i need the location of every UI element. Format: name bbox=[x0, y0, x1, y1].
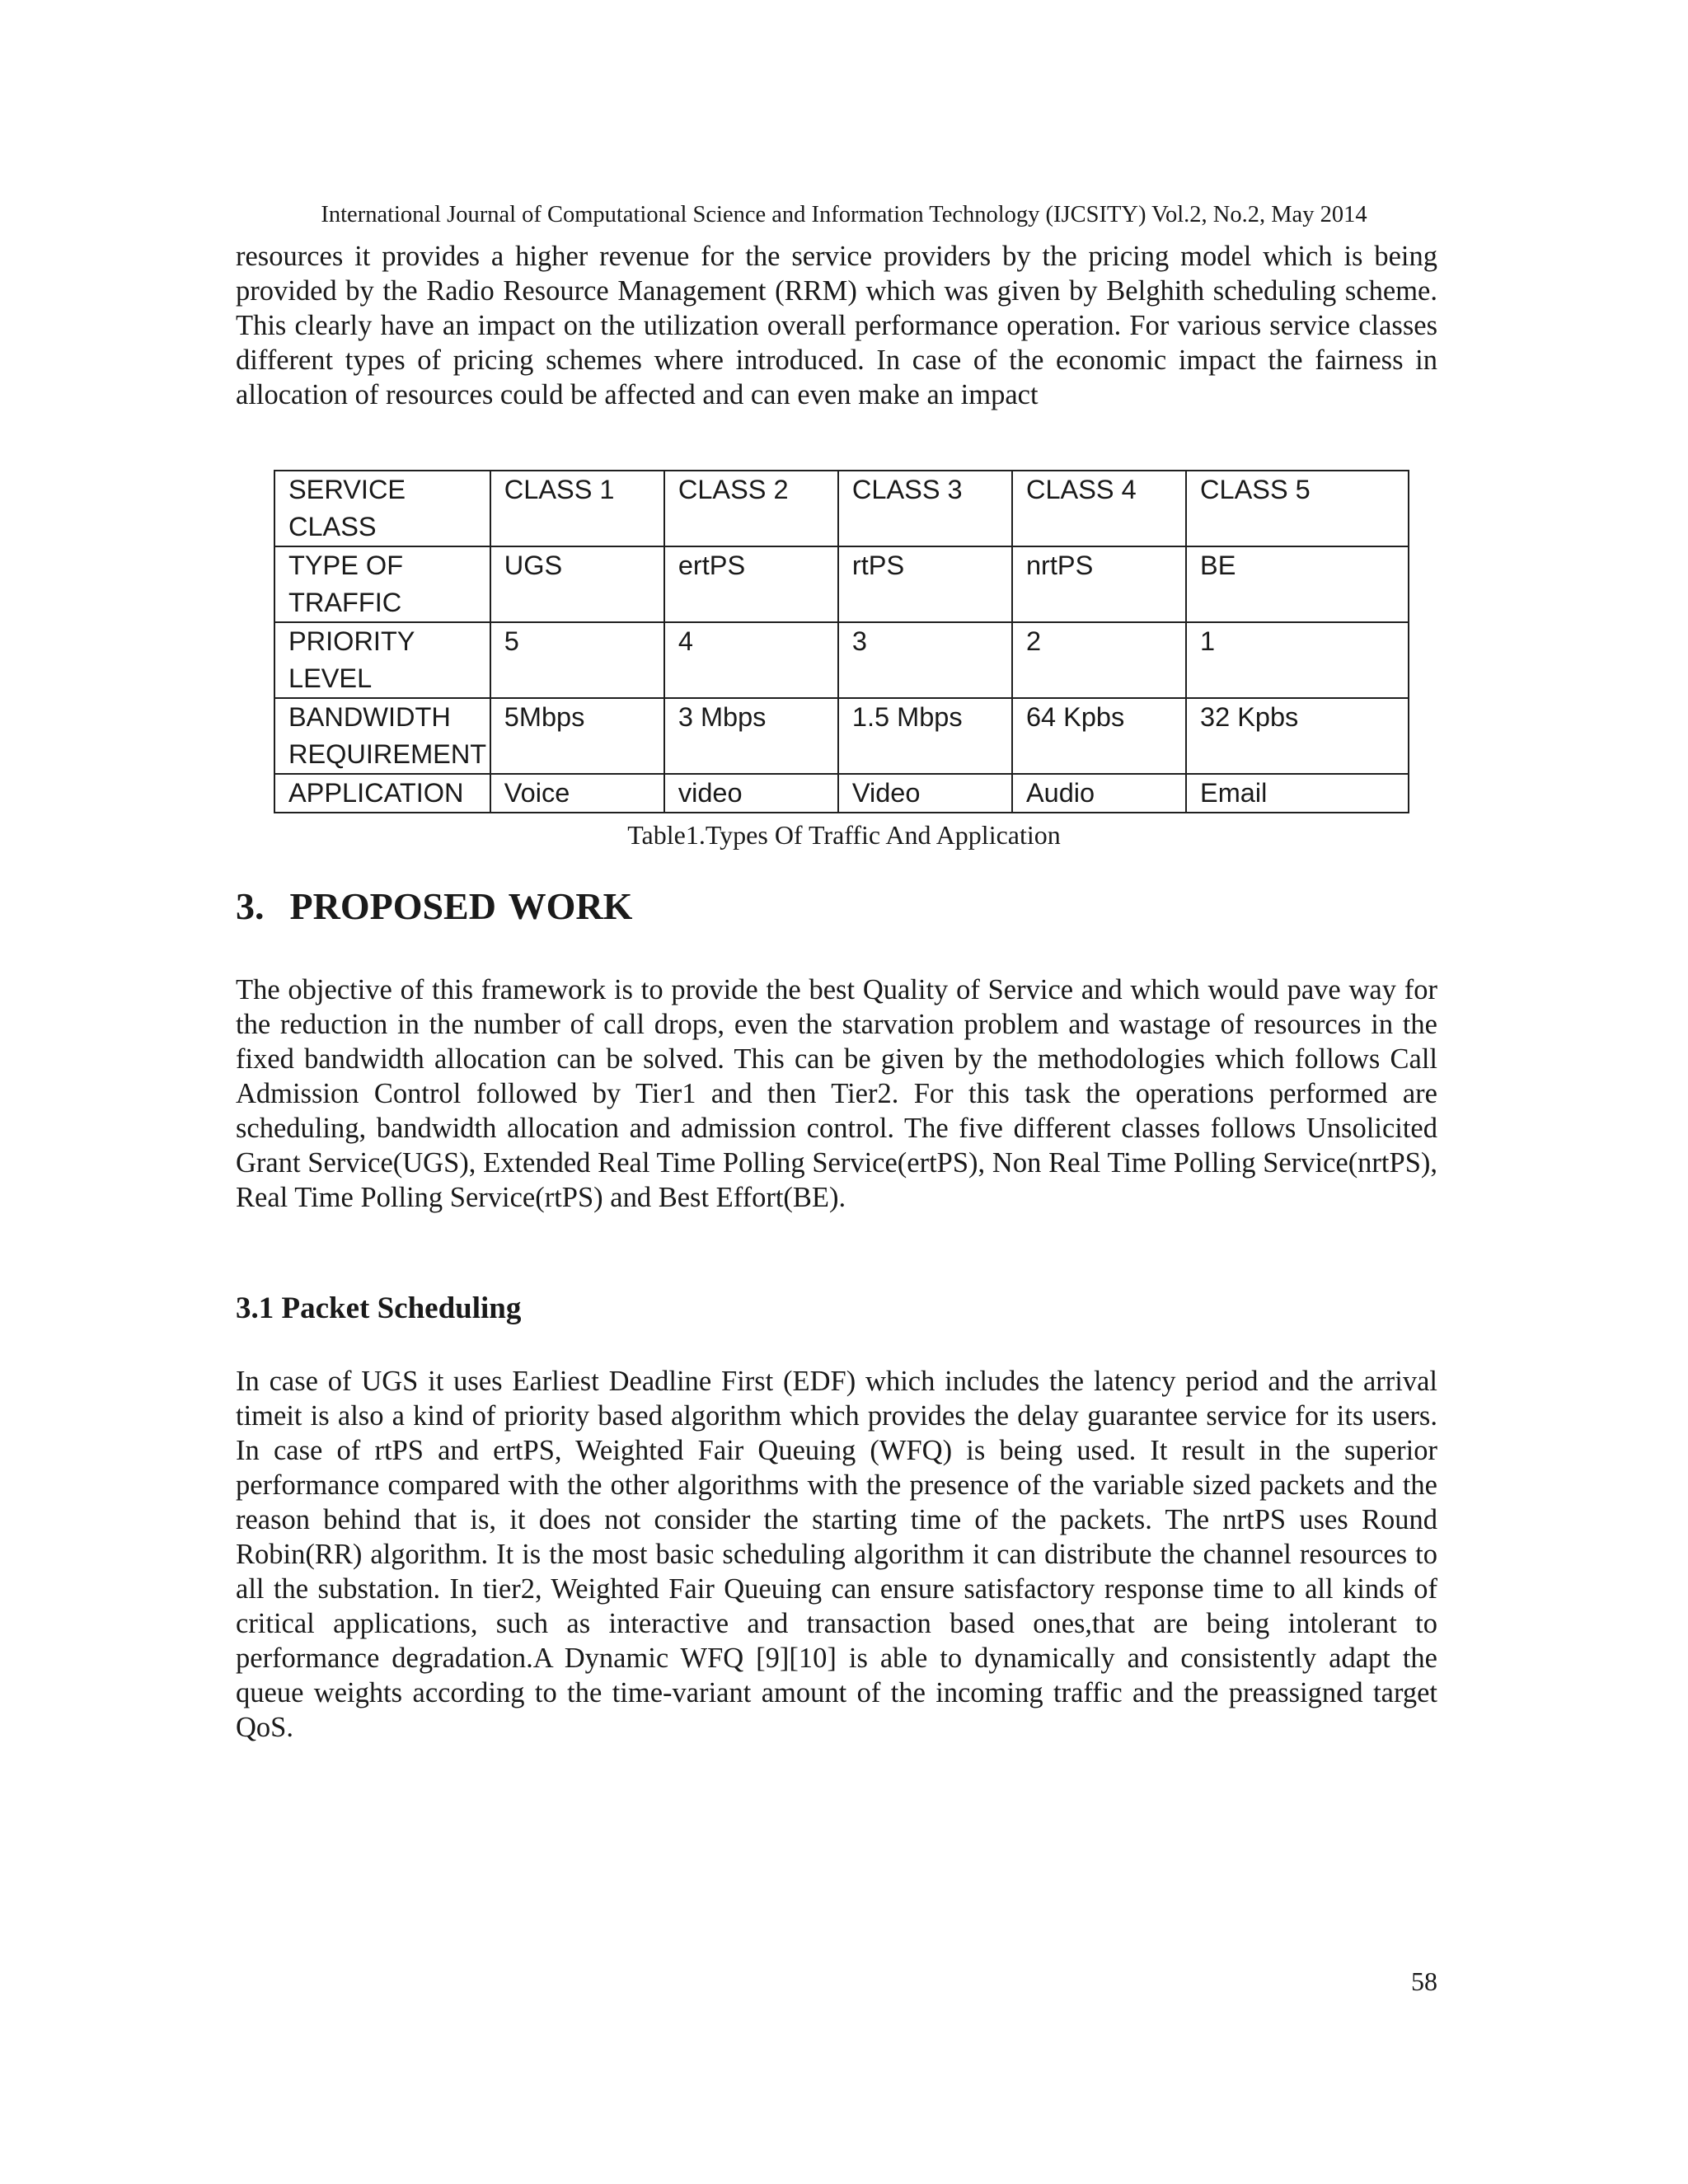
table-cell: Voice bbox=[490, 774, 664, 813]
table-cell: 2 bbox=[1012, 622, 1186, 698]
table-cell: CLASS 4 bbox=[1012, 471, 1186, 546]
row-label-service-class: SERVICE CLASS bbox=[274, 471, 490, 546]
section-heading: 3. PROPOSED WORK bbox=[236, 885, 633, 927]
table-cell: CLASS 3 bbox=[838, 471, 1012, 546]
table-row-bandwidth-requirement bbox=[274, 698, 1409, 774]
intro-paragraph: resources it provides a higher revenue for the service providers by the pricing model which is being provided by the Radio Resource Management (RRM) which was given by Belghith scheduling scheme. This clearly have an impact on the utilization overall performance operation. For various service classes different types of pricing schemes where introduced. In case of the economic impact the fairness in allocation of resources could be affected and can even make an impact bbox=[236, 241, 1437, 410]
table-cell: video bbox=[664, 774, 838, 813]
table-cell: 1.5 Mbps bbox=[838, 698, 1012, 774]
table-cell: 3 bbox=[838, 622, 1012, 698]
table-cell: CLASS 5 bbox=[1186, 471, 1409, 546]
table-caption: Table1.Types Of Traffic And Application bbox=[627, 820, 1061, 850]
table-row-service-class bbox=[274, 471, 1409, 546]
table-cell: Video bbox=[838, 774, 1012, 813]
table-row-priority-level bbox=[274, 622, 1409, 698]
row-label-application: APPLICATION bbox=[274, 774, 490, 813]
row-label-bandwidth-requirement: BANDWIDTH REQUIREMENT bbox=[274, 698, 490, 774]
table-cell: nrtPS bbox=[1012, 546, 1186, 622]
table-row-type-of-traffic bbox=[274, 546, 1409, 622]
table-row-application bbox=[274, 774, 1409, 813]
table-cell: rtPS bbox=[838, 546, 1012, 622]
table-cell: UGS bbox=[490, 546, 664, 622]
proposed-work-paragraph: The objective of this framework is to provide the best Quality of Service and which would pave way for the reduction in the number of call drops, even the starvation problem and wastage of resources in the fixed bandwidth allocation can be solved. This can be given by the methodologies which follows Call Admission Control followed by Tier1 and then Tier2. For this task the operations performed are scheduling, bandwidth allocation and admission control. The five different classes follows Unsolicited Grant Service(UGS), Extended Real Time Polling Service(ertPS), Non Real Time Polling Service(nrtPS), Real Time Polling Service(rtPS) and Best Effort(BE). bbox=[236, 974, 1437, 1213]
row-label-type-of-traffic: TYPE OF TRAFFIC bbox=[274, 546, 490, 622]
packet-scheduling-paragraph: In case of UGS it uses Earliest Deadline First (EDF) which includes the latency period and the arrival timeit is also a kind of priority based algorithm which provides the delay guarantee service for its users. In case of rtPS and ertPS, Weighted Fair Queuing (WFQ) is being used. It result in the superior performance compared with the other algorithms with the presence of the variable sized packets and the reason behind that is, it does not consider the starting time of the packets. The nrtPS uses Round Robin(RR) algorithm. It is the most basic scheduling algorithm it can distribute the channel resources to all the substation. In tier2, Weighted Fair Queuing can ensure satisfactory response time to all kinds of critical applications, such as interactive and transaction based ones,that are being intolerant to performance degradation.A Dynamic WFQ [9][10] is able to dynamically and consistently adapt the queue weights according to the time-variant amount of the incoming traffic and the preassigned target QoS. bbox=[236, 1366, 1437, 1743]
table-cell: 5 bbox=[490, 622, 664, 698]
table-cell: Email bbox=[1186, 774, 1409, 813]
table-cell: CLASS 2 bbox=[664, 471, 838, 546]
table-cell: 4 bbox=[664, 622, 838, 698]
running-header: International Journal of Computational Science and Information Technology (IJCSITY) Vol.2, No.2, May 2014 bbox=[321, 202, 1367, 227]
table-cell: ertPS bbox=[664, 546, 838, 622]
page-number: 58 bbox=[1411, 1966, 1437, 1996]
table-cell: Audio bbox=[1012, 774, 1186, 813]
traffic-class-table bbox=[274, 470, 1409, 813]
table-cell: 3 Mbps bbox=[664, 698, 838, 774]
table-cell: 32 Kpbs bbox=[1186, 698, 1409, 774]
table-cell: 5Mbps bbox=[490, 698, 664, 774]
row-label-priority-level: PRIORITY LEVEL bbox=[274, 622, 490, 698]
table-cell: CLASS 1 bbox=[490, 471, 664, 546]
subsection-heading: 3.1 Packet Scheduling bbox=[236, 1291, 522, 1325]
table-cell: 1 bbox=[1186, 622, 1409, 698]
table-cell: BE bbox=[1186, 546, 1409, 622]
table-cell: 64 Kpbs bbox=[1012, 698, 1186, 774]
